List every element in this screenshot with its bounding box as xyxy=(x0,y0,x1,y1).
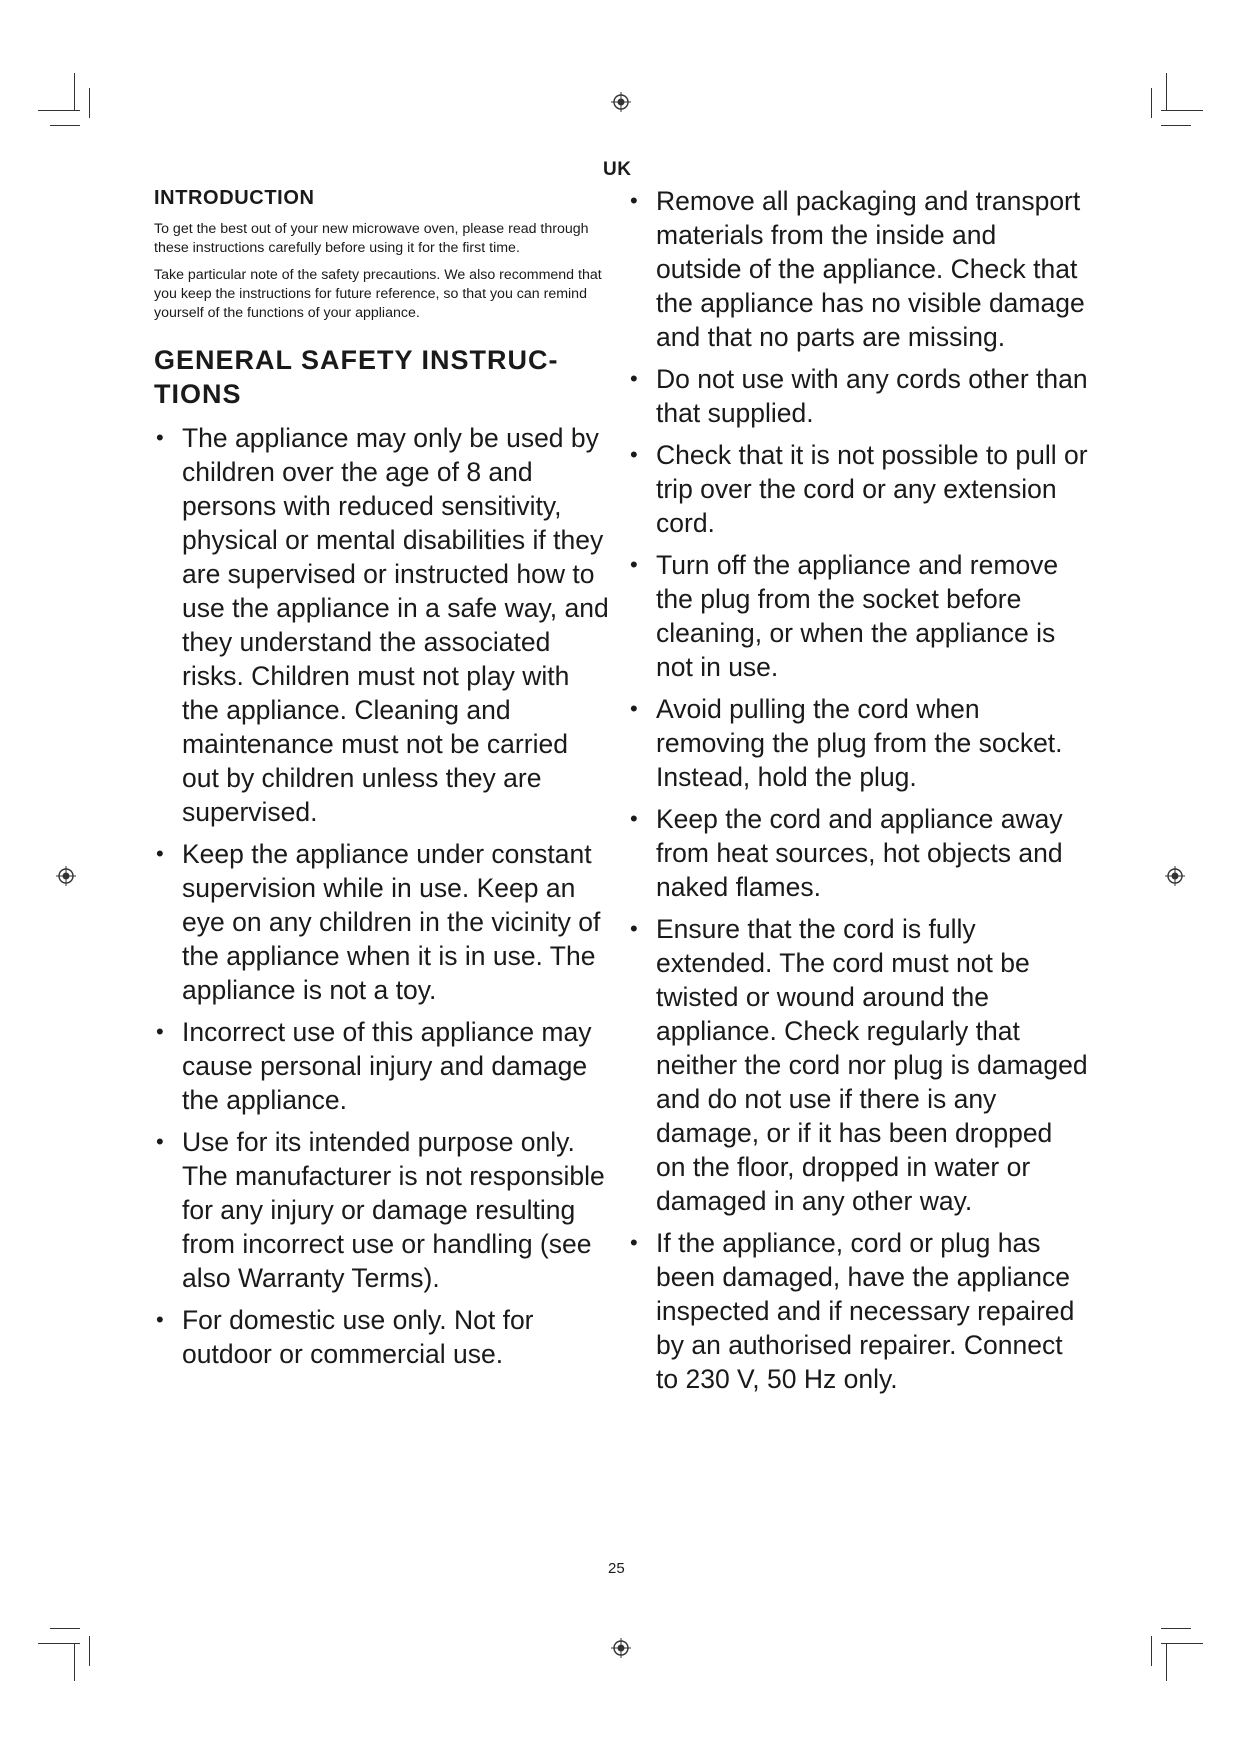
list-item-text: Ensure that the cord is fully extended. The cord must not be twisted or wound around the appliance. Check regularly that neither the cord nor plug is damaged and do not use if there is any damage, or if it has been dropped on the floor, dropped in water or damaged in any other way. xyxy=(656,914,1088,1216)
bullet-icon: • xyxy=(156,1129,164,1154)
list-item-text: Do not use with any cords other than that supplied. xyxy=(656,364,1088,428)
crop-mark-icon xyxy=(1151,88,1152,118)
safety-list-left xyxy=(154,421,609,1371)
list-item-text: Remove all packaging and transport materials from the inside and outside of the appliance. Check that the appliance has no visible damage and that no parts are missing. xyxy=(656,186,1085,352)
list-item xyxy=(154,1303,609,1371)
safety-heading: GENERAL SAFETY INSTRUC-TIONS xyxy=(154,345,559,409)
crop-mark-icon xyxy=(1161,125,1191,126)
list-item-text: Check that it is not possible to pull or trip over the cord or any extension cord. xyxy=(656,440,1088,538)
left-column xyxy=(154,184,609,1379)
crop-mark-icon xyxy=(1166,73,1167,111)
list-item-text: Incorrect use of this appliance may cause personal injury and damage the appliance. xyxy=(182,1017,592,1115)
list-item xyxy=(628,438,1088,540)
list-item-text: Keep the cord and appliance away from heat sources, hot objects and naked flames. xyxy=(656,804,1063,902)
bullet-icon: • xyxy=(156,425,164,450)
crop-mark-icon xyxy=(1161,1643,1203,1644)
registration-mark-icon xyxy=(56,866,76,886)
bullet-icon: • xyxy=(630,366,638,391)
list-item xyxy=(154,421,609,829)
list-item xyxy=(628,1226,1088,1396)
bullet-icon: • xyxy=(630,1230,638,1255)
intro-paragraph: To get the best out of your new microwave oven, please read through these instructions carefully before using it for the first time. xyxy=(154,221,589,256)
list-item xyxy=(154,1125,609,1295)
crop-mark-icon xyxy=(1161,1628,1191,1629)
list-item xyxy=(628,362,1088,430)
crop-mark-icon xyxy=(89,88,90,118)
crop-mark-icon xyxy=(74,1643,75,1681)
list-item xyxy=(628,548,1088,684)
list-item xyxy=(628,184,1088,354)
crop-mark-icon xyxy=(1151,1636,1152,1666)
list-item-text: For domestic use only. Not for outdoor or commercial use. xyxy=(182,1305,534,1369)
intro-heading: INTRODUCTION xyxy=(154,187,315,209)
bullet-icon: • xyxy=(156,1019,164,1044)
list-item xyxy=(628,802,1088,904)
list-item-text: Turn off the appliance and remove the plug from the socket before cleaning, or when the appliance is not in use. xyxy=(656,550,1059,682)
crop-mark-icon xyxy=(50,125,80,126)
crop-mark-icon xyxy=(1161,110,1203,111)
page-number: 25 xyxy=(608,1560,625,1577)
registration-mark-icon xyxy=(611,92,631,112)
right-column xyxy=(628,184,1088,1404)
bullet-icon: • xyxy=(156,841,164,866)
crop-mark-icon xyxy=(89,1636,90,1666)
crop-mark-icon xyxy=(1166,1643,1167,1681)
bullet-icon: • xyxy=(630,442,638,467)
list-item xyxy=(628,912,1088,1218)
intro-paragraph: Take particular note of the safety precautions. We also recommend that you keep the instructions for future reference, so that you can remind yourself of the functions of your appliance. xyxy=(154,267,602,321)
list-item xyxy=(154,837,609,1007)
bullet-icon: • xyxy=(630,188,638,213)
list-item-text: Avoid pulling the cord when removing the plug from the socket. Instead, hold the plug. xyxy=(656,694,1063,792)
list-item-text: Use for its intended purpose only. The manufacturer is not responsible for any injury or damage resulting from incorrect use or handling (see also Warranty Terms). xyxy=(182,1127,605,1293)
registration-mark-icon xyxy=(611,1638,631,1658)
list-item-text: If the appliance, cord or plug has been damaged, have the appliance inspected and if necessary repaired by an authorised repairer. Connect to 230 V, 50 Hz only. xyxy=(656,1228,1075,1394)
list-item-text: Keep the appliance under constant supervision while in use. Keep an eye on any children in the vicinity of the appliance when it is in use. The appliance is not a toy. xyxy=(182,839,601,1005)
bullet-icon: • xyxy=(630,916,638,941)
bullet-icon: • xyxy=(630,696,638,721)
list-item xyxy=(628,692,1088,794)
safety-list-right xyxy=(628,184,1088,1396)
registration-mark-icon xyxy=(1165,866,1185,886)
bullet-icon: • xyxy=(630,552,638,577)
bullet-icon: • xyxy=(630,806,638,831)
list-item xyxy=(154,1015,609,1117)
language-label: UK xyxy=(603,159,632,180)
crop-mark-icon xyxy=(50,1628,80,1629)
list-item-text: The appliance may only be used by children over the age of 8 and persons with reduced sensitivity, physical or mental disabilities if they are supervised or instructed how to use the appliance in a safe way, and they understand the associated risks. Children must not play with the appliance. Cleaning and maintenance must not be carried out by children unless they are supervised. xyxy=(182,423,609,827)
bullet-icon: • xyxy=(156,1307,164,1332)
crop-mark-icon xyxy=(74,73,75,111)
